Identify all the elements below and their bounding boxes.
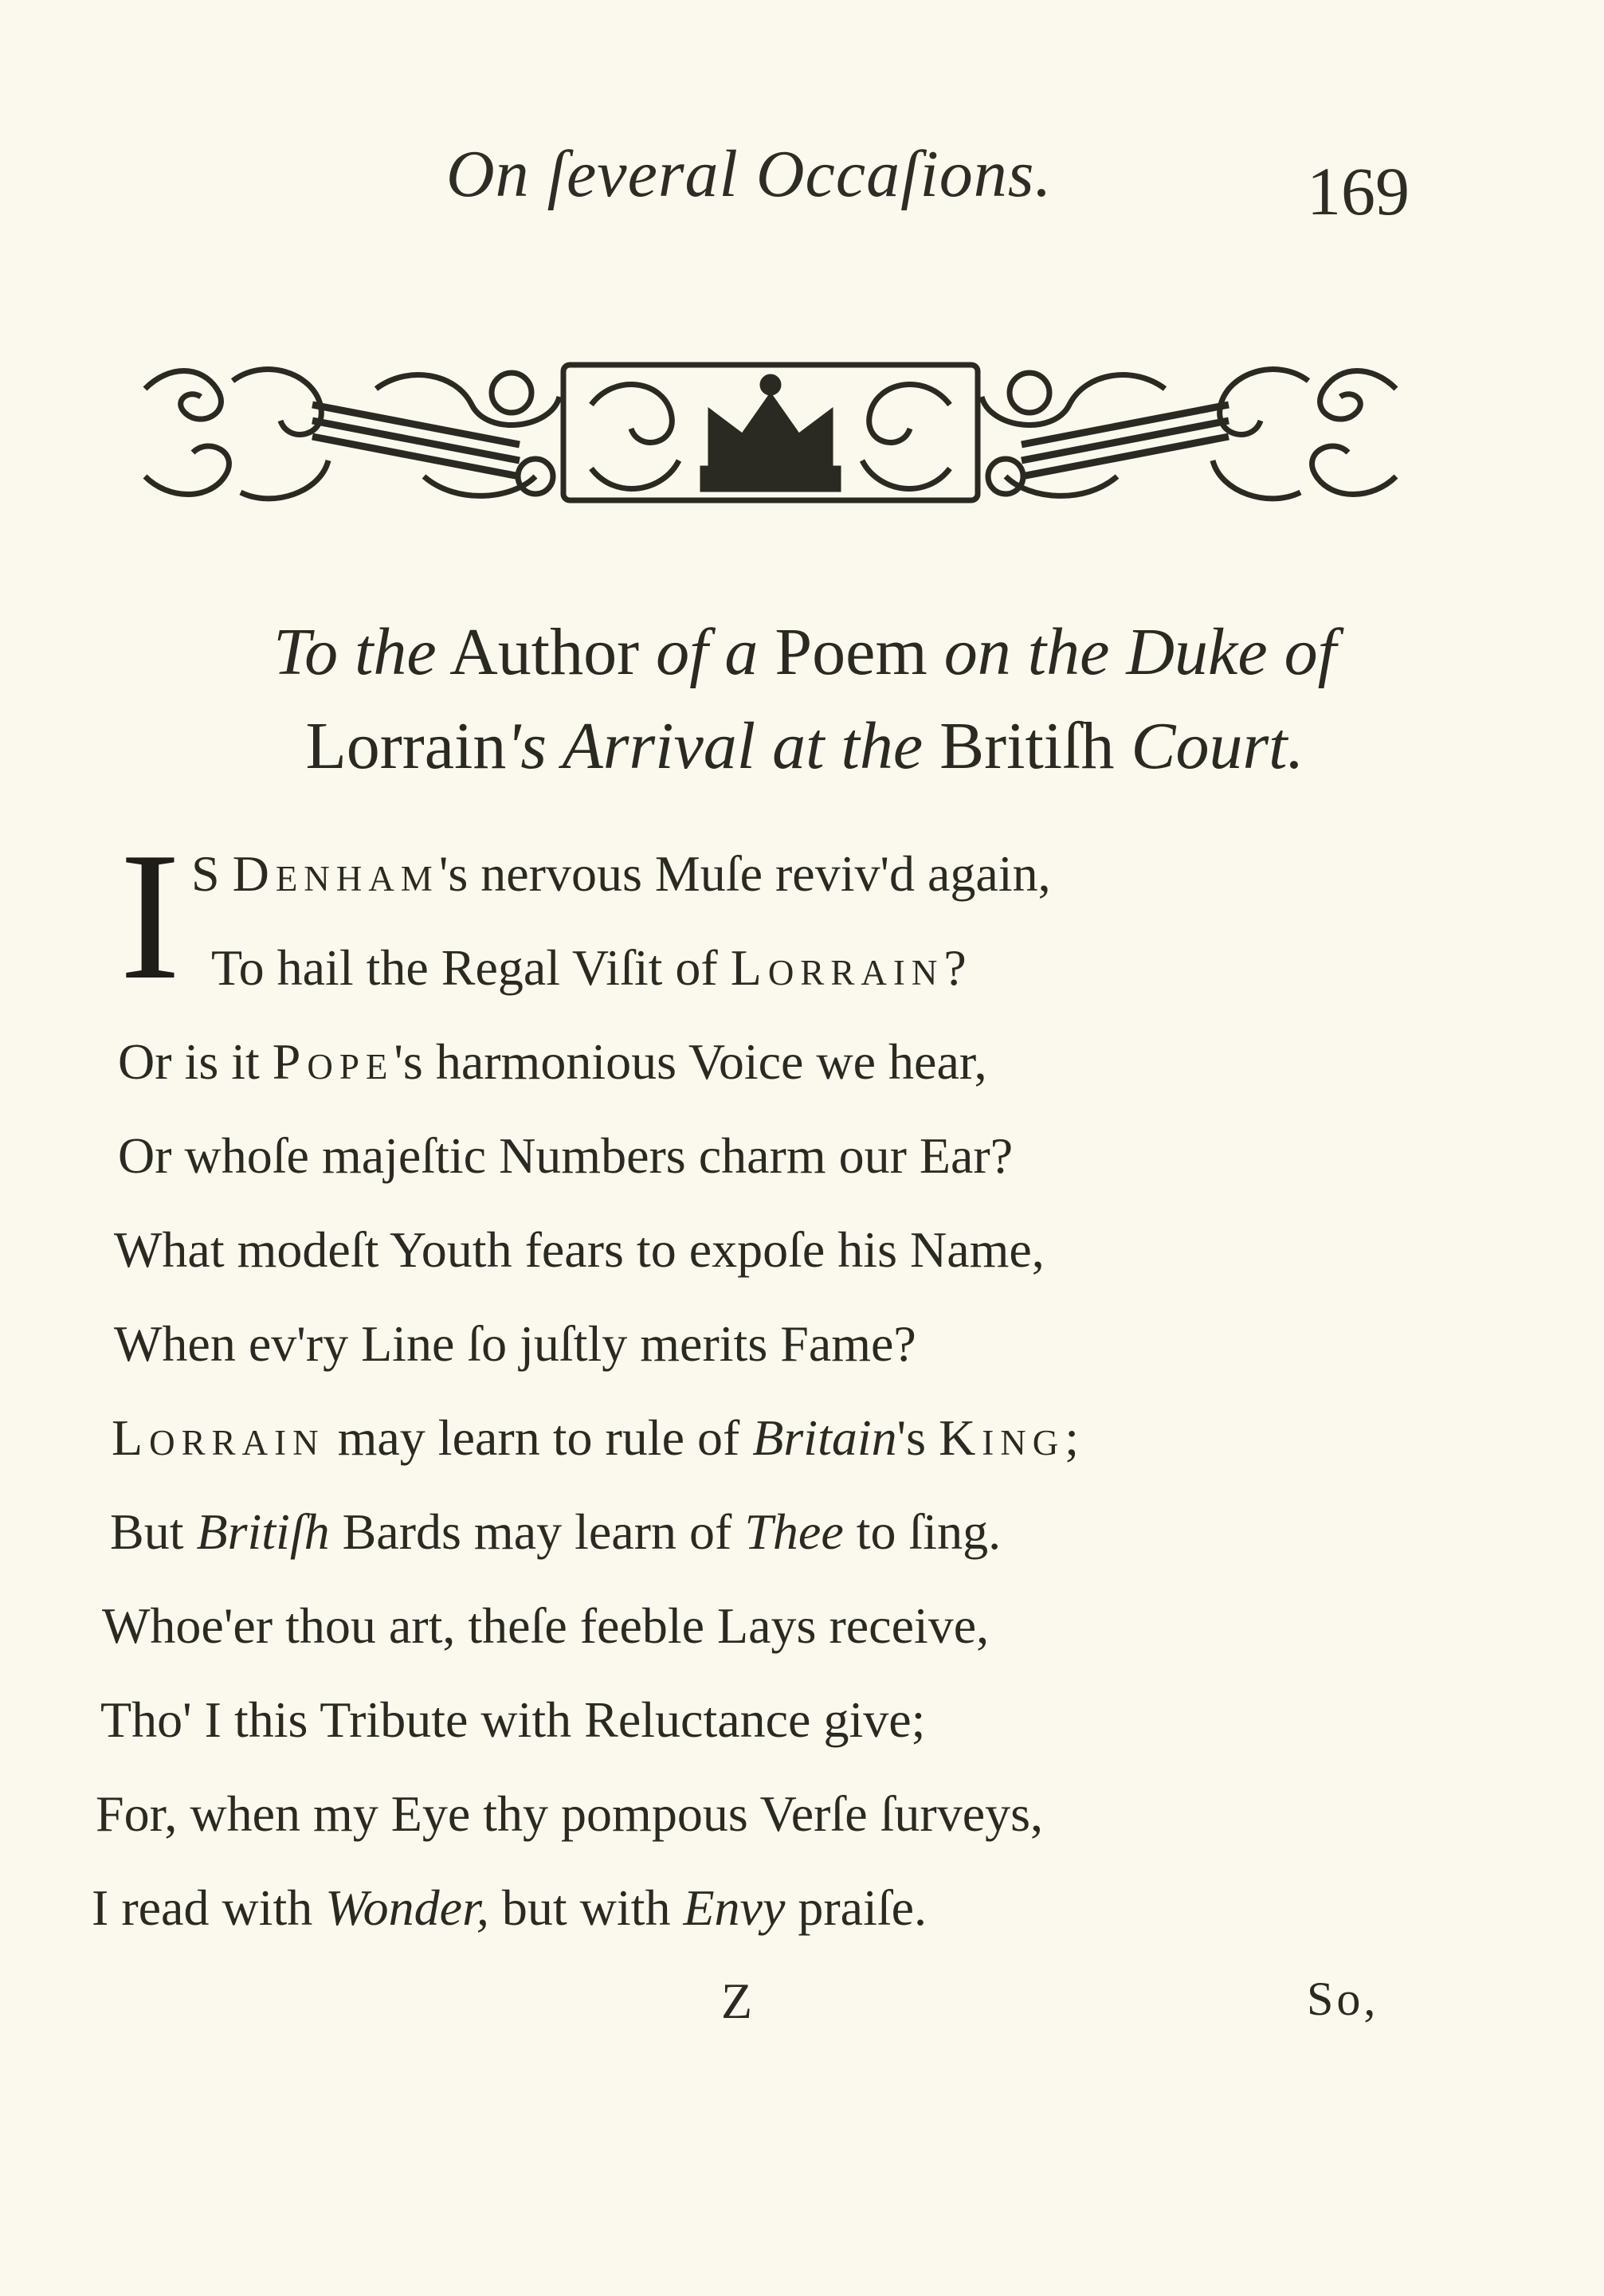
catchword: So, — [1307, 1973, 1379, 2025]
poem-line-6: When ev'ry Line ſo juſtly merits Fame? — [114, 1315, 916, 1372]
poem-line-3: Or is it Pope's harmonious Voice we hear, — [118, 1033, 987, 1090]
poem-line-5: What modeſt Youth fears to expoſe his Name, — [114, 1221, 1045, 1278]
running-title: On ſeveral Occaſions. — [446, 137, 1053, 211]
drop-cap: I — [120, 814, 181, 1017]
poem-line-8: But Britiſh Bards may learn of Thee to ſing. — [110, 1503, 1002, 1560]
poem-title-line-2: Lorrain's Arrival at the Britiſh Court. — [305, 709, 1304, 783]
poem-title — [120, 605, 1490, 793]
poem-line-7: Lorrain may learn to rule of Britain's King; — [112, 1409, 1080, 1466]
poem-line-11: For, when my Eye thy pompous Verſe ſurveys, — [96, 1785, 1043, 1842]
poem-line-4: Or whoſe majeſtic Numbers charm our Ear? — [118, 1127, 1014, 1184]
poem-line-1: S Denham's nervous Muſe reviv'd again, — [191, 845, 1051, 902]
signature-mark: Z — [721, 1973, 753, 2029]
poem-line-10: Tho' I this Tribute with Reluctance give; — [100, 1691, 926, 1748]
crown-and-eagles-headpiece-icon — [137, 357, 1404, 508]
page-number: 169 — [1307, 153, 1410, 229]
poem-line-12: I read with Wonder, but with Envy praiſe. — [92, 1879, 927, 1936]
poem-line-2: To hail the Regal Viſit of Lorrain? — [211, 939, 967, 996]
poem-title-line-1: To the Author of a Poem on the Duke of — [273, 615, 1336, 689]
poem-line-9: Whoe'er thou art, theſe feeble Lays receive, — [102, 1597, 990, 1654]
